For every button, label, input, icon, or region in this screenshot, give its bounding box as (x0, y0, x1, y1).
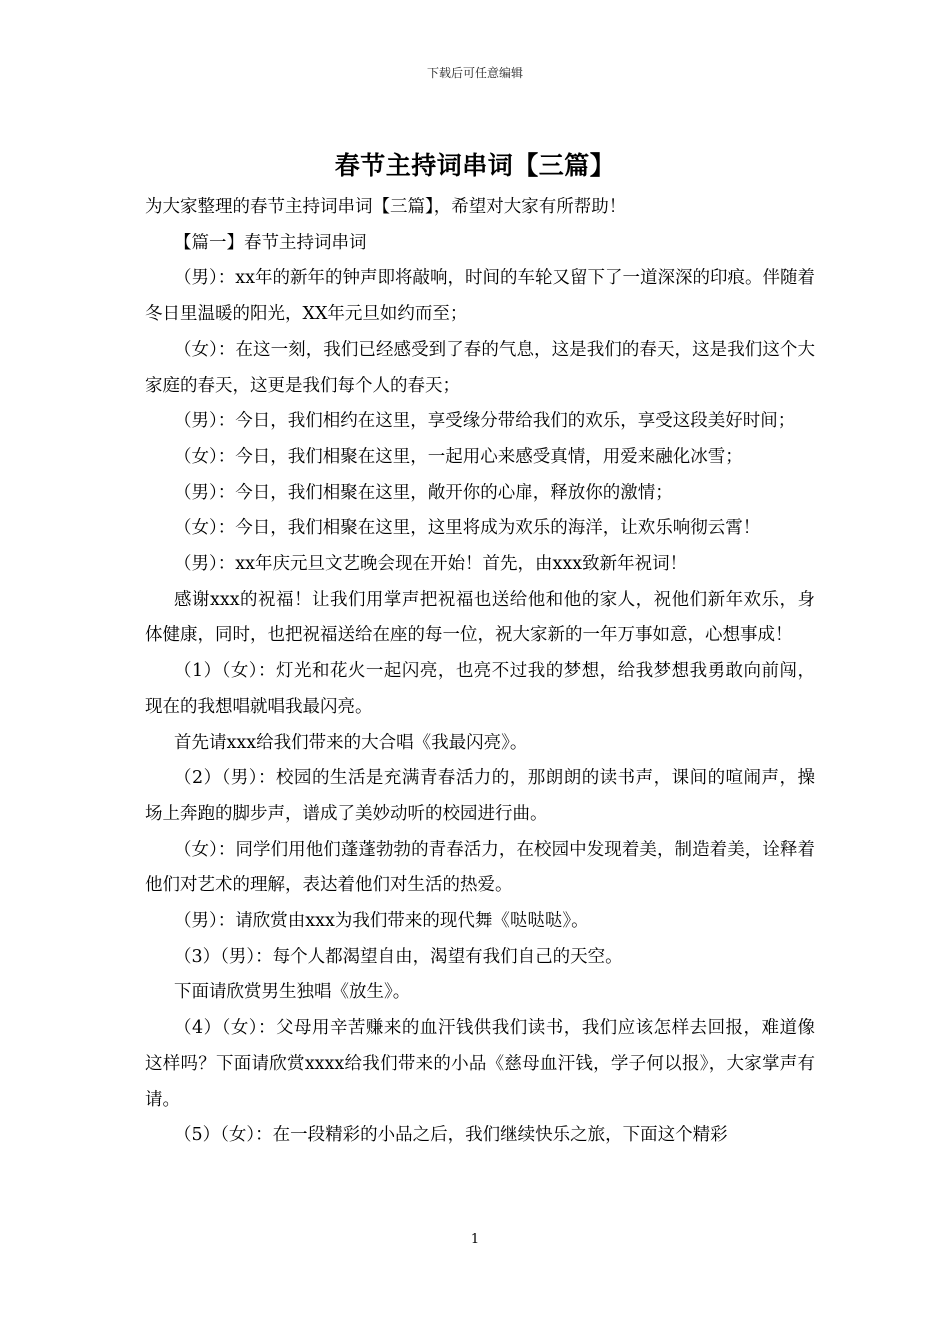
header-note: 下载后可任意编辑 (426, 66, 523, 80)
document-body (145, 190, 815, 1154)
body-paragraph: （女）：在这一刻，我们已经感受到了春的气息，这是我们的春天，这是我们这个大家庭的春天，这更是我们每个人的春天； (145, 339, 815, 396)
body-paragraph: （女）：今日，我们相聚在这里，这里将成为欢乐的海洋，让欢乐响彻云霄！ (174, 518, 761, 539)
body-paragraph: 首先请xxx给我们带来的大合唱《我最闪亮》。 (174, 732, 528, 753)
body-paragraph: 【篇一】春节主持词串词 (174, 232, 367, 253)
body-paragraph: （1）（女）：灯光和花火一起闪亮，也亮不过我的梦想，给我梦想我勇敢向前闯，现在的我想唱就唱我最闪亮。 (145, 661, 815, 717)
body-paragraph: （2）（男）：校园的生活是充满青春活力的，那朗朗的读书声，课间的喧闹声，操场上奔跑的脚步声，谱成了美妙动听的校园进行曲。 (145, 768, 815, 824)
body-paragraph: （男）：今日，我们相约在这里，享受缘分带给我们的欢乐，享受这段美好时间； (174, 411, 796, 432)
body-paragraph: （4）（女）：父母用辛苦赚来的血汗钱供我们读书，我们应该怎样去回报，难道像这样吗？下面请欣赏xxxx给我们带来的小品《慈母血汗钱，学子何以报》，大家掌声有请。 (145, 1018, 815, 1110)
body-paragraph: （男）：xx年庆元旦文艺晚会现在开始！首先，由xxx致新年祝词！ (174, 554, 688, 575)
body-paragraph: （男）：今日，我们相聚在这里，敞开你的心扉，释放你的激情； (174, 482, 673, 503)
page-number: 1 (470, 1232, 480, 1247)
body-paragraph: （3）（男）：每个人都渴望自由，渴望有我们自己的天空。 (174, 946, 623, 967)
body-paragraph: （男）：xx年的新年的钟声即将敲响，时间的车轮又留下了一道深深的印痕。伴随着冬日里温暖的阳光，XX年元旦如约而至； (145, 268, 815, 325)
body-paragraph: （女）：同学们用他们蓬蓬勃勃的青春活力，在校园中发现着美，制造着美，诠释着他们对艺术的理解，表达着他们对生活的热爱。 (145, 839, 815, 896)
body-paragraph: 为大家整理的春节主持词串词【三篇】，希望对大家有所帮助！ (145, 197, 627, 217)
document-title: 春节主持词串词【三篇】 (334, 151, 616, 180)
body-paragraph: （女）：今日，我们相聚在这里，一起用心来感受真情，用爱来融化冰雪； (174, 446, 743, 467)
body-paragraph: （5）（女）：在一段精彩的小品之后，我们继续快乐之旅，下面这个精彩 (174, 1125, 728, 1146)
body-paragraph: 感谢xxx的祝福！让我们用掌声把祝福也送给他和他的家人，祝他们新年欢乐，身体健康，同时，也把祝福送给在座的每一位，祝大家新的一年万事如意，心想事成！ (145, 589, 815, 646)
body-paragraph: 下面请欣赏男生独唱《放生》。 (174, 982, 411, 1003)
body-paragraph: （男）：请欣赏由xxx为我们带来的现代舞《哒哒哒》。 (174, 911, 589, 932)
